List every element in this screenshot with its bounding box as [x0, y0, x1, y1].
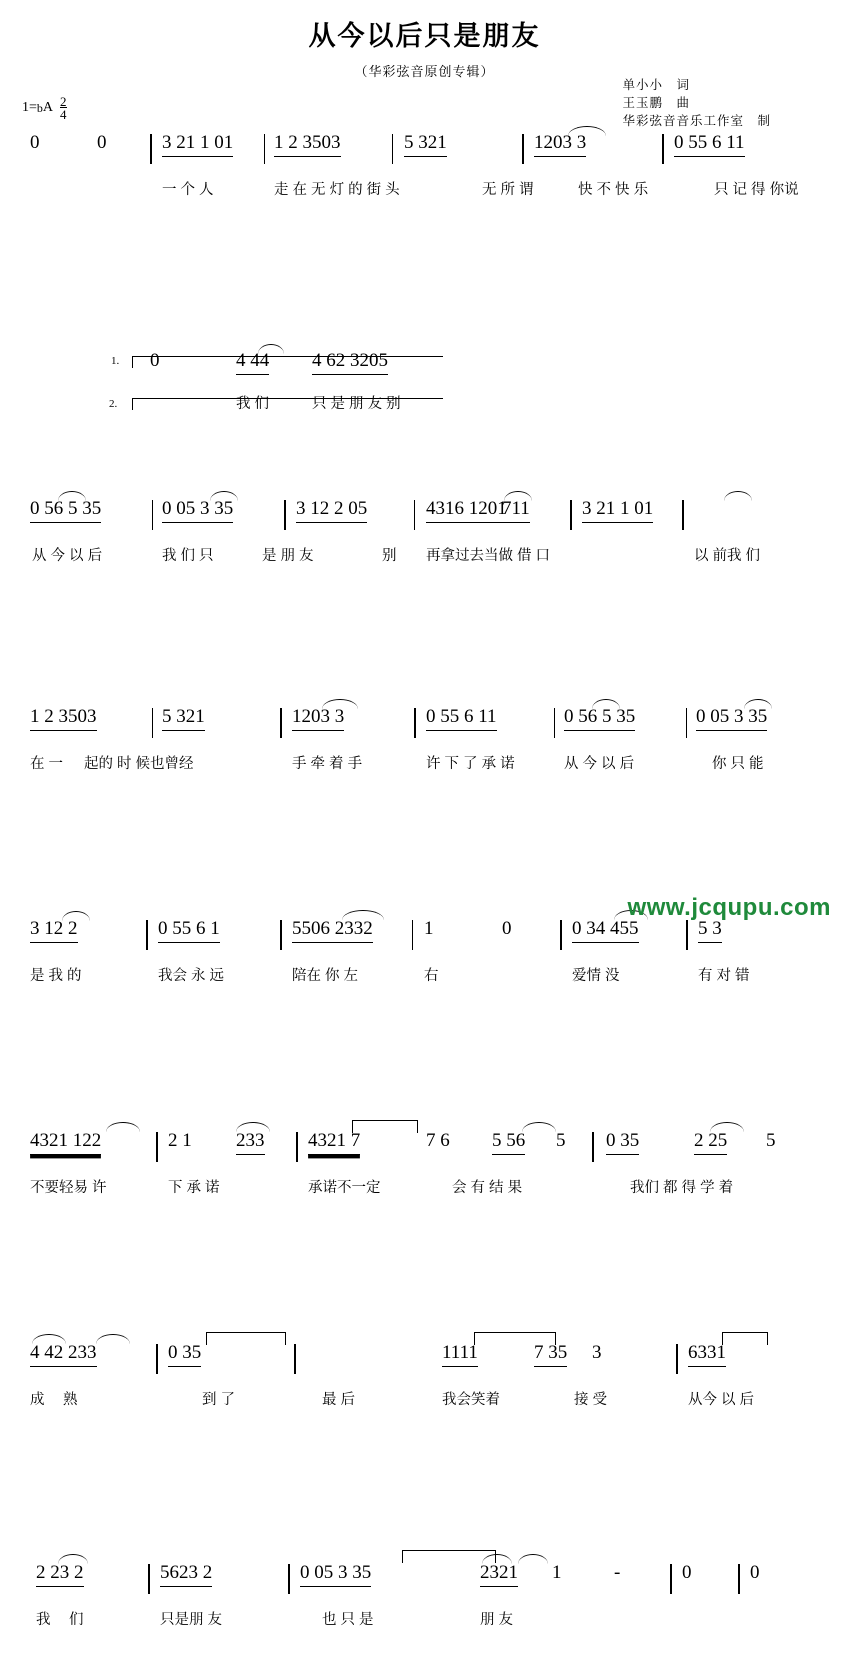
note: 5 [766, 1130, 776, 1151]
note: 3 12 2 [30, 918, 78, 943]
note: 4 62 3205 [312, 350, 388, 375]
barline [146, 920, 148, 950]
note-row [22, 498, 827, 544]
note: - [614, 1562, 621, 1583]
lyric: 有 对 错 [698, 968, 750, 984]
lyric: 起的 时 候也曾经 [84, 756, 194, 772]
time-signature [60, 96, 67, 120]
lyric: 许 下 了 承 诺 [426, 756, 515, 772]
slur [210, 491, 238, 501]
slur [568, 126, 606, 136]
note: 0 56 5 35 [564, 706, 635, 731]
lyric: 只 记 得 你说 [714, 182, 799, 198]
note: 1111 [442, 1342, 478, 1367]
note: 4 44 [236, 350, 269, 375]
barline [280, 708, 282, 738]
system-4 [22, 706, 827, 810]
note: 5 321 [162, 706, 205, 731]
note: 3 12 2 05 [296, 498, 367, 523]
lyric: 只是朋 友 [160, 1612, 223, 1628]
lyric: 一 个 人 [162, 182, 214, 198]
note: 0 [750, 1562, 760, 1583]
note: 3 21 1 01 [162, 132, 233, 157]
note: 7 35 [534, 1342, 567, 1367]
lyric-row [22, 752, 827, 778]
note: 1 2 3503 [274, 132, 341, 157]
note: 5 321 [404, 132, 447, 157]
watermark: www.jcqupu.com [627, 894, 831, 921]
lyric: 我会笑着 [442, 1392, 500, 1408]
note: 0 56 5 35 [30, 498, 101, 523]
lyric: 最 后 [322, 1392, 356, 1408]
note: 5 [556, 1130, 566, 1151]
lyric: 从今 以 后 [688, 1392, 755, 1408]
barline [152, 500, 153, 530]
note-row [22, 1130, 827, 1176]
barline [294, 1344, 296, 1374]
lyric: 快 不 快 乐 [578, 182, 649, 198]
barline [264, 134, 265, 164]
barline [414, 500, 415, 530]
lyric: 是 我 的 [30, 968, 82, 984]
lyric: 右 [424, 968, 439, 984]
barline [288, 1564, 290, 1594]
note: 0 [682, 1562, 692, 1583]
tie-bracket [206, 1332, 286, 1345]
note: 4316 1201 [426, 498, 507, 523]
barline [682, 500, 684, 530]
note: 0 [150, 350, 160, 371]
lyric: 是 朋 友 [262, 548, 314, 564]
lyric: 陪在 你 左 [292, 968, 359, 984]
note: 0 34 455 [572, 918, 639, 943]
note: 5623 2 [160, 1562, 212, 1587]
meter-top: 2 [60, 94, 67, 109]
lyric: 不要轻易 许 [30, 1180, 107, 1196]
system-3 [22, 498, 827, 602]
lyric: 承诺不一定 [308, 1180, 381, 1196]
lyric: 你 只 能 [712, 756, 764, 772]
note: 3 21 1 01 [582, 498, 653, 523]
lyric: 别 [382, 548, 397, 564]
note: 4 42 233 [30, 1342, 97, 1367]
slur [322, 699, 358, 709]
lyric: 下 承 诺 [168, 1180, 220, 1196]
note: 4321 7 [308, 1130, 360, 1155]
barline [284, 500, 286, 530]
note-row [22, 1342, 827, 1388]
slur [482, 1554, 512, 1564]
lyric: 我 们 [36, 1612, 84, 1628]
lyric: 会 有 结 果 [452, 1180, 523, 1196]
lyric: 接 受 [574, 1392, 608, 1408]
slur [32, 1334, 66, 1344]
barline [570, 500, 572, 530]
lyric-row [22, 964, 827, 990]
credit-composer: 王玉鹏 曲 [622, 96, 690, 110]
ending-2-bracket [109, 398, 443, 410]
key-name: A [42, 100, 54, 115]
note: 0 [30, 132, 40, 153]
slur [58, 491, 86, 501]
slur [96, 1334, 130, 1344]
note: 2321 [480, 1562, 518, 1587]
key-label: 1= [22, 100, 37, 115]
lyric: 再拿过去当做 借 口 [426, 548, 551, 564]
note: 0 35 [606, 1130, 639, 1155]
note: 0 55 6 1 [158, 918, 220, 943]
barline [296, 1132, 298, 1162]
barline [670, 1564, 672, 1594]
barline [522, 134, 524, 164]
lyric: 到 了 [202, 1392, 236, 1408]
key-signature [22, 96, 67, 120]
lyric: 我 们 只 [162, 548, 214, 564]
slur [62, 911, 90, 921]
credit-lyricist: 单小小 词 [622, 78, 690, 92]
note: 5 56 [492, 1130, 525, 1155]
slur [744, 699, 772, 709]
note: 1 [552, 1562, 562, 1583]
lyric-row [22, 1176, 827, 1202]
barline [676, 1344, 678, 1374]
slur [710, 1122, 744, 1132]
note: 1203 3 [534, 132, 586, 157]
barline [152, 708, 153, 738]
page-title: 从今以后只是朋友 [308, 21, 541, 51]
lyric: 以 前我 们 [694, 548, 761, 564]
lyric: 成 熟 [30, 1392, 78, 1408]
slur [518, 1554, 548, 1564]
note: 0 05 3 35 [300, 1562, 371, 1587]
note-row [22, 1562, 827, 1608]
barline [686, 708, 687, 738]
credits [622, 76, 771, 130]
slur [592, 699, 620, 709]
note-row [22, 706, 827, 752]
barline [738, 1564, 740, 1594]
barline [560, 920, 562, 950]
barline [414, 708, 416, 738]
note: 2 1 [168, 1130, 192, 1151]
lyric: 朋 友 [480, 1612, 514, 1628]
system-8 [22, 1562, 827, 1666]
tie-bracket [352, 1120, 418, 1133]
lyric: 爱情 没 [572, 968, 620, 984]
note: 0 55 6 11 [674, 132, 745, 157]
slur [504, 491, 532, 501]
lyric: 手 牵 着 手 [292, 756, 363, 772]
slur [342, 910, 384, 920]
barline [412, 920, 413, 950]
note: 5506 2332 [292, 918, 373, 943]
note: 5 3 [698, 918, 722, 943]
note: 3 [592, 1342, 602, 1363]
note: 4321 122 [30, 1130, 101, 1155]
note: 2 23 2 [36, 1562, 84, 1587]
score-page [0, 14, 849, 1628]
meter-bottom: 4 [60, 107, 67, 122]
lyric: 只 是 朋 友 别 [312, 396, 401, 412]
slur [236, 1122, 270, 1132]
ending-2-label: 2. [109, 398, 118, 410]
note: 1 [424, 918, 434, 939]
note: 1 2 3503 [30, 706, 97, 731]
lyric: 从 今 以 后 [32, 548, 103, 564]
credit-producer: 华彩弦音音乐工作室 制 [622, 114, 771, 128]
barline [280, 920, 282, 950]
lyric: 也 只 是 [322, 1612, 374, 1628]
note: 0 [502, 918, 512, 939]
lyric-row [22, 1608, 827, 1634]
lyric-row [22, 1388, 827, 1414]
lyric: 我们 都 得 学 着 [630, 1180, 734, 1196]
system-5 [22, 918, 827, 1022]
slur [522, 1122, 556, 1132]
slur [106, 1122, 140, 1132]
system-6 [22, 1130, 827, 1234]
note-row [22, 350, 827, 396]
barline [156, 1344, 158, 1374]
note: 0 05 3 35 [162, 498, 233, 523]
barline [554, 708, 555, 738]
system-1 [22, 132, 827, 236]
slur [258, 344, 284, 354]
note: 233 [236, 1130, 265, 1155]
note-row [22, 132, 827, 178]
note: 711 [502, 498, 530, 523]
tie-bracket [474, 1332, 556, 1345]
note: 7 6 [426, 1130, 450, 1151]
barline [592, 1132, 594, 1162]
barline [662, 134, 664, 164]
barline [150, 134, 152, 164]
page-subtitle: （华彩弦音原创专辑） [354, 64, 495, 79]
barline [148, 1564, 150, 1594]
lyric-row [22, 544, 827, 570]
note: 1203 3 [292, 706, 344, 731]
ending-1-label: 1. [111, 355, 120, 367]
note: 0 35 [168, 1342, 201, 1367]
note: 2 25 [694, 1130, 727, 1155]
lyric: 我会 永 远 [158, 968, 225, 984]
barline [392, 134, 393, 164]
lyric: 从 今 以 后 [564, 756, 635, 772]
key-flat: b [36, 100, 43, 115]
slur [724, 491, 752, 501]
system-2-endings [22, 350, 827, 422]
barline [156, 1132, 158, 1162]
note: 0 55 6 11 [426, 706, 497, 731]
lyric: 我 们 [236, 396, 270, 412]
note: 0 05 3 35 [696, 706, 767, 731]
system-7 [22, 1342, 827, 1446]
lyric: 走 在 无 灯 的 街 头 [274, 182, 400, 198]
lyric: 在 一 [30, 756, 64, 772]
lyric: 无 所 谓 [482, 182, 534, 198]
note: 0 [97, 132, 107, 153]
lyric-row [22, 178, 827, 204]
slur [58, 1554, 88, 1564]
tie-bracket [722, 1332, 768, 1345]
barline [686, 920, 688, 950]
note: 6331 [688, 1342, 726, 1367]
note-row [22, 918, 827, 964]
